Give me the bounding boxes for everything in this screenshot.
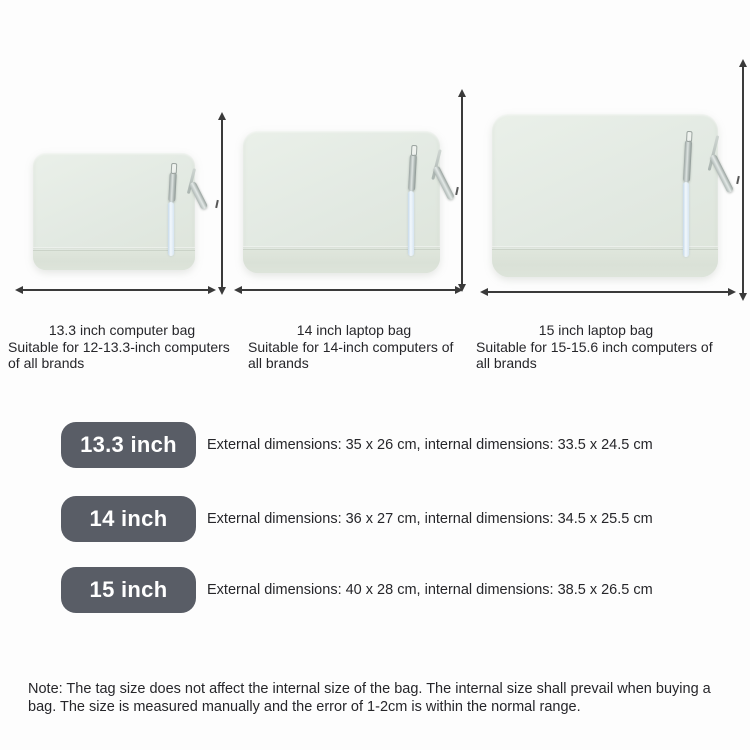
pocket-zipper-pull-icon: [683, 140, 692, 183]
pocket-zipper-pull-icon: [168, 172, 177, 203]
main-zipper-pull-icon: [709, 154, 734, 193]
size-spec-row: [61, 496, 653, 542]
size-badge-13-inch: 13.3 inch: [61, 422, 196, 468]
pocket-zipper-ribbon-icon: [168, 202, 174, 256]
measurement-note: Note: The tag size does not affect the internal size of the bag. The internal size shall prevail when buying a bag. The size is measured manually and the error of 1-2cm is within the normal range.: [28, 681, 711, 715]
product-caption-15-inch: [476, 322, 716, 372]
width-dimension-arrow-14-inch: [242, 289, 455, 291]
product-subtitle: Suitable for 12-13.3-inch computers of all brands: [8, 338, 230, 371]
size-dimensions-text: External dimensions: 36 x 27 cm, internal dimensions: 34.5 x 25.5 cm: [207, 511, 653, 527]
size-badge-15-inch: 15 inch: [61, 567, 196, 613]
pocket-zipper-ribbon-icon: [683, 182, 689, 257]
width-dimension-arrow-15-inch: [488, 291, 728, 293]
height-dimension-arrow-15-inch: [742, 67, 744, 293]
main-zipper-pull-icon: [189, 181, 209, 210]
pocket-zipper-ribbon-icon: [408, 191, 414, 256]
laptop-bag-photo-13-inch: [33, 153, 195, 270]
size-dimensions-text: External dimensions: 40 x 28 cm, internal dimensions: 38.5 x 26.5 cm: [207, 582, 653, 598]
size-dimensions-text: External dimensions: 35 x 26 cm, internal dimensions: 33.5 x 24.5 cm: [207, 437, 653, 453]
dimension-tick: [455, 186, 459, 194]
height-dimension-arrow-13-inch: [221, 120, 223, 287]
laptop-bag-photo-14-inch: [243, 131, 440, 273]
product-subtitle: Suitable for 14-inch computers of all brands: [248, 338, 454, 371]
main-zipper-pull-icon: [432, 165, 454, 200]
product-title: 15 inch laptop bag: [538, 322, 654, 338]
laptop-bag-photo-15-inch: [492, 114, 718, 277]
product-title: 13.3 inch computer bag: [48, 322, 196, 338]
product-caption-13-inch: [8, 322, 236, 372]
product-title: 14 inch laptop bag: [296, 322, 412, 338]
product-subtitle: Suitable for 15-15.6 inch computers of all brands: [476, 338, 713, 371]
pocket-zipper-pull-icon: [408, 154, 417, 191]
size-badge-14-inch: 14 inch: [61, 496, 196, 542]
size-spec-row: [61, 567, 653, 613]
product-caption-14-inch: [248, 322, 460, 372]
size-spec-row: [61, 422, 653, 468]
width-dimension-arrow-13-inch: [23, 289, 208, 291]
height-dimension-arrow-14-inch: [461, 97, 463, 284]
dimension-tick: [215, 199, 219, 207]
dimension-tick: [736, 176, 740, 184]
